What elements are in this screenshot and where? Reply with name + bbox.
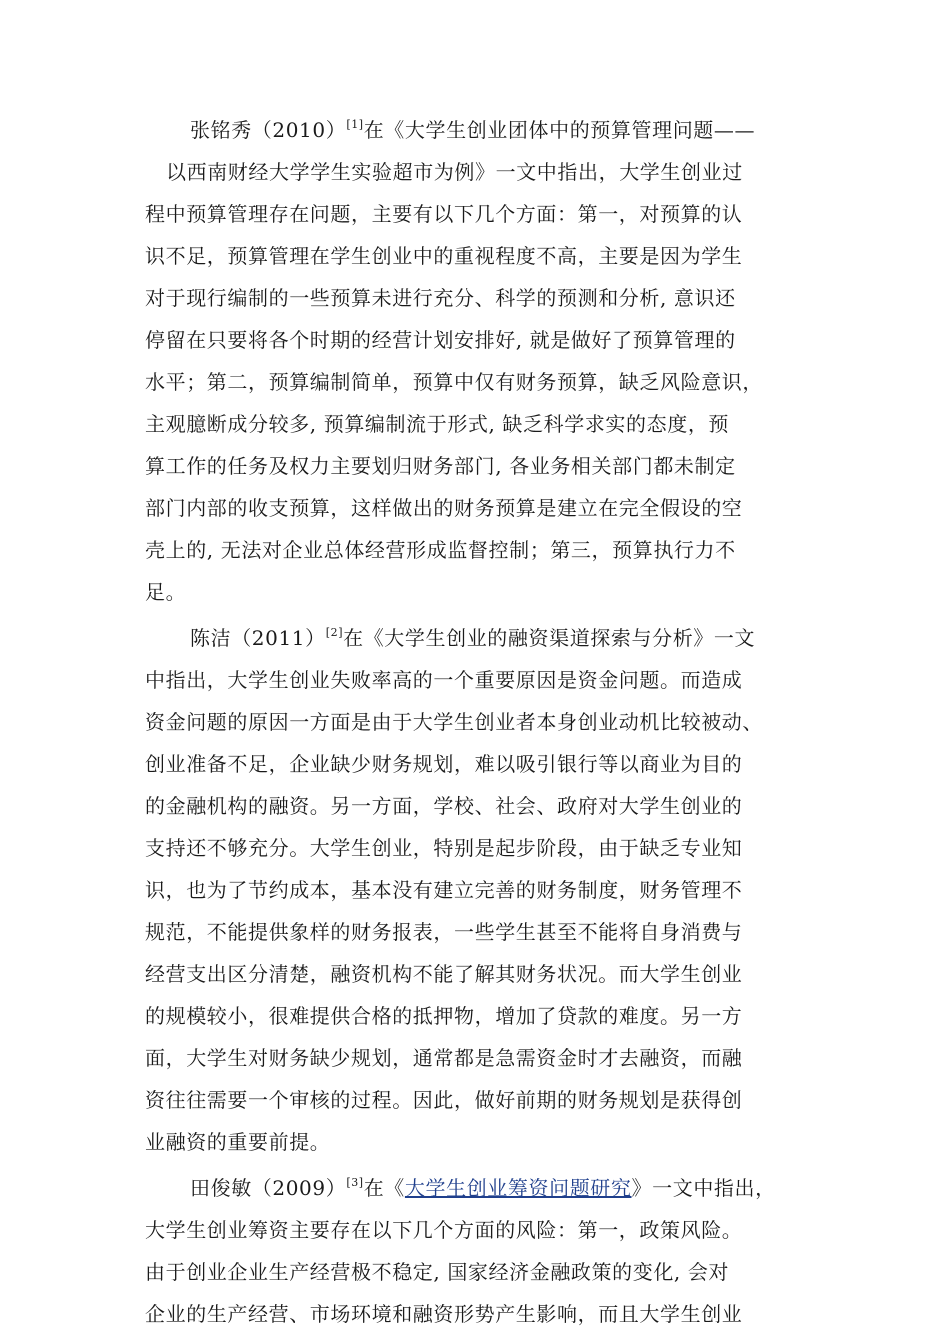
reference-title-link[interactable]: 大学生创业筹资问题研究 [404, 1176, 632, 1200]
paragraph-2-line-4: 创业准备不足，企业缺少财务规划，难以吸引银行等以商业为目的 [145, 752, 743, 776]
paragraph-2-line-7: 识，也为了节约成本，基本没有建立完善的财务制度，财务管理不 [145, 878, 743, 902]
paragraph-2-line-12: 资往往需要一个审核的过程。因此，做好前期的财务规划是获得创 [145, 1088, 743, 1112]
paragraph-2-line-5: 的金融机构的融资。另一方面，学校、社会、政府对大学生创业的 [145, 794, 743, 818]
author-year: 田俊敏（2009） [190, 1176, 347, 1200]
paragraph-1-line-11: 壳上的, 无法对企业总体经营形成监督控制；第三，预算执行力不 [145, 538, 736, 562]
text-segment: 在《 [363, 1176, 405, 1200]
paragraph-1-line-6: 停留在只要将各个时期的经营计划安排好, 就是做好了预算管理的 [145, 328, 736, 352]
paragraph-1-line-8: 主观臆断成分较多, 预算编制流于形式, 缺乏科学求实的态度，预 [145, 412, 730, 436]
text-segment: 在《大学生创业的融资渠道探索与分析》一文 [343, 626, 756, 650]
paragraph-1-line-1 [190, 112, 755, 149]
paragraph-1-line-5: 对于现行编制的一些预算未进行充分、科学的预测和分析, 意识还 [145, 286, 736, 310]
paragraph-3-line-2: 大学生创业筹资主要存在以下几个方面的风险：第一，政策风险。 [145, 1218, 743, 1242]
citation-ref: [1] [346, 118, 364, 131]
paragraph-2-line-6: 支持还不够充分。大学生创业，特别是起步阶段，由于缺乏专业知 [145, 836, 743, 860]
paragraph-2-line-1 [190, 620, 755, 657]
paragraph-2-line-13: 业融资的重要前提。 [145, 1130, 331, 1154]
citation-ref: [3] [346, 1176, 364, 1189]
paragraph-2-line-9: 经营支出区分清楚，融资机构不能了解其财务状况。而大学生创业 [145, 962, 743, 986]
text-segment: 在《大学生创业团体中的预算管理问题—— [363, 118, 756, 142]
paragraph-3-line-1 [190, 1170, 776, 1207]
paragraph-2-line-2: 中指出，大学生创业失败率高的一个重要原因是资金问题。而造成 [145, 668, 743, 692]
author-year: 张铭秀（2010） [190, 118, 347, 142]
paragraph-2-line-3: 资金问题的原因一方面是由于大学生创业者本身创业动机比较被动、 [145, 710, 763, 734]
citation-ref: [2] [325, 626, 344, 639]
paragraph-1-line-7: 水平；第二，预算编制简单，预算中仅有财务预算，缺乏风险意识， [145, 370, 763, 394]
paragraph-1-line-12: 足。 [145, 580, 187, 604]
paragraph-2-line-10: 的规模较小，很难提供合格的抵押物，增加了贷款的难度。另一方 [145, 1004, 743, 1028]
text-segment: 》一文中指出， [631, 1176, 776, 1200]
paragraph-1-line-9: 算工作的任务及权力主要划归财务部门, 各业务相关部门都未制定 [145, 454, 736, 478]
paragraph-3-line-4: 企业的生产经营、市场环境和融资形势产生影响，而且大学生创业 [145, 1302, 743, 1326]
paragraph-2-line-8: 规范，不能提供象样的财务报表，一些学生甚至不能将自身消费与 [145, 920, 743, 944]
paragraph-1-line-2: 以西南财经大学学生实验超市为例》一文中指出，大学生创业过 [166, 160, 743, 184]
paragraph-1-line-4: 识不足，预算管理在学生创业中的重视程度不高，主要是因为学生 [145, 244, 743, 268]
paragraph-1-line-3: 程中预算管理存在问题，主要有以下几个方面：第一，对预算的认 [145, 202, 743, 226]
author-year: 陈洁（2011） [190, 626, 326, 650]
paragraph-1-line-10: 部门内部的收支预算，这样做出的财务预算是建立在完全假设的空 [145, 496, 743, 520]
paragraph-3-line-3: 由于创业企业生产经营极不稳定, 国家经济金融政策的变化, 会对 [145, 1260, 730, 1284]
paragraph-2-line-11: 面，大学生对财务缺少规划，通常都是急需资金时才去融资，而融 [145, 1046, 743, 1070]
